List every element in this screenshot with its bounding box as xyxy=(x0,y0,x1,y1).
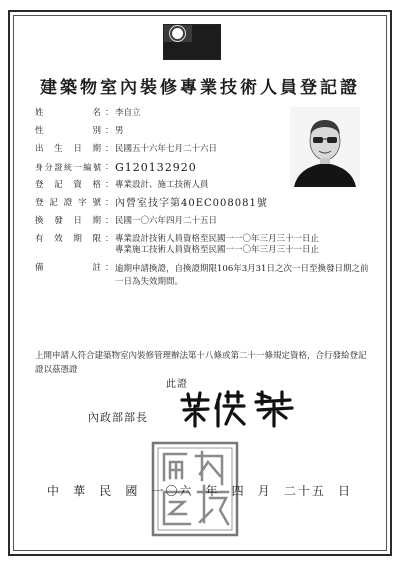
flag-icon xyxy=(163,24,221,60)
statement-paragraph: 上開申請人符合建築物室內裝修管理辦法第十八條或第二十一條規定資格，合行發給登記證以茲憑證 xyxy=(35,351,367,375)
validity-line: 專業設計技術人員資格至民國一一〇年三月三十一日止 xyxy=(115,234,320,244)
date-char: 中 xyxy=(47,484,62,498)
field-id-number: 身 分 證 統 一 編 號 ： G120132920 xyxy=(35,162,375,173)
minister-signature xyxy=(178,388,298,428)
field-label: 姓 名 xyxy=(35,108,101,118)
validity-value xyxy=(115,234,375,256)
date-month: 四 xyxy=(231,484,246,498)
field-birth-date: 出 生 日 期 ： 民國五十六年七月二十六日 xyxy=(35,144,375,155)
renewal-date-value: 民國一〇六年四月二十五日 xyxy=(115,216,218,226)
date-char: 日 xyxy=(337,484,352,498)
field-label: 備 註 xyxy=(35,263,101,273)
cert-number-value: 內營室技字第40EC008081號 xyxy=(115,198,268,209)
field-sex: 性 別 ： 男 xyxy=(35,126,375,137)
field-cert-number: 登 記 證 字 號 ： 內營室技字第40EC008081號 xyxy=(35,198,375,209)
qualification-value: 專業設計、施工技術人員 xyxy=(115,180,209,190)
issue-date xyxy=(47,482,352,499)
name-value: 李自立 xyxy=(115,108,141,118)
field-validity: 有 效 期 限 ： 專業設計技術人員資格至民國一一〇年三月三十一日止 專業施工技術人員資格至民國一一〇年三月三十一日止 xyxy=(35,234,375,256)
sex-value: 男 xyxy=(115,126,124,136)
validity-line: 專業施工技術人員資格至民國一一〇年三月三十一日止 xyxy=(115,245,320,255)
field-qualification: 登 記 資 格 ： 專業設計、施工技術人員 xyxy=(35,180,375,191)
field-label: 出 生 日 期 xyxy=(35,144,101,154)
minister-title: 內政部部長 xyxy=(88,411,148,424)
certificate-title: 建築物室內裝修專業技術人員登記證 xyxy=(40,78,360,98)
birth-date-value: 民國五十六年七月二十六日 xyxy=(115,144,218,154)
field-label: 登 記 證 字 號 xyxy=(35,198,101,208)
holder-photo xyxy=(290,107,360,187)
field-label: 有 效 期 限 xyxy=(35,234,101,244)
attest-label: 此證 xyxy=(166,379,188,390)
field-name: 姓 名 ： 李自立 xyxy=(35,108,375,119)
field-label: 換 發 日 期 xyxy=(35,216,101,226)
field-label: 性 別 xyxy=(35,126,101,136)
id-number-value: G120132920 xyxy=(115,161,197,174)
date-char: 華 xyxy=(73,484,88,498)
date-char: 年 xyxy=(205,484,220,498)
field-label: 身 分 證 統 一 編 號 xyxy=(35,163,101,172)
field-remarks: 備 註 ： 逾期申請換證，自換證期限106年3月31日之次一日至換發日期之前一日為失效期間。 xyxy=(35,263,375,289)
date-day: 二十五 xyxy=(283,484,326,498)
field-renewal-date: 換 發 日 期 ： 民國一〇六年四月二十五日 xyxy=(35,216,375,227)
date-char: 民 xyxy=(99,484,114,498)
remarks-value: 逾期申請換證，自換證期限106年3月31日之次一日至換發日期之前一日為失效期間。 xyxy=(115,264,369,287)
date-char: 國 xyxy=(125,484,140,498)
date-char: 月 xyxy=(257,484,272,498)
date-year: 一〇六 xyxy=(151,484,194,498)
field-label: 登 記 資 格 xyxy=(35,180,101,190)
